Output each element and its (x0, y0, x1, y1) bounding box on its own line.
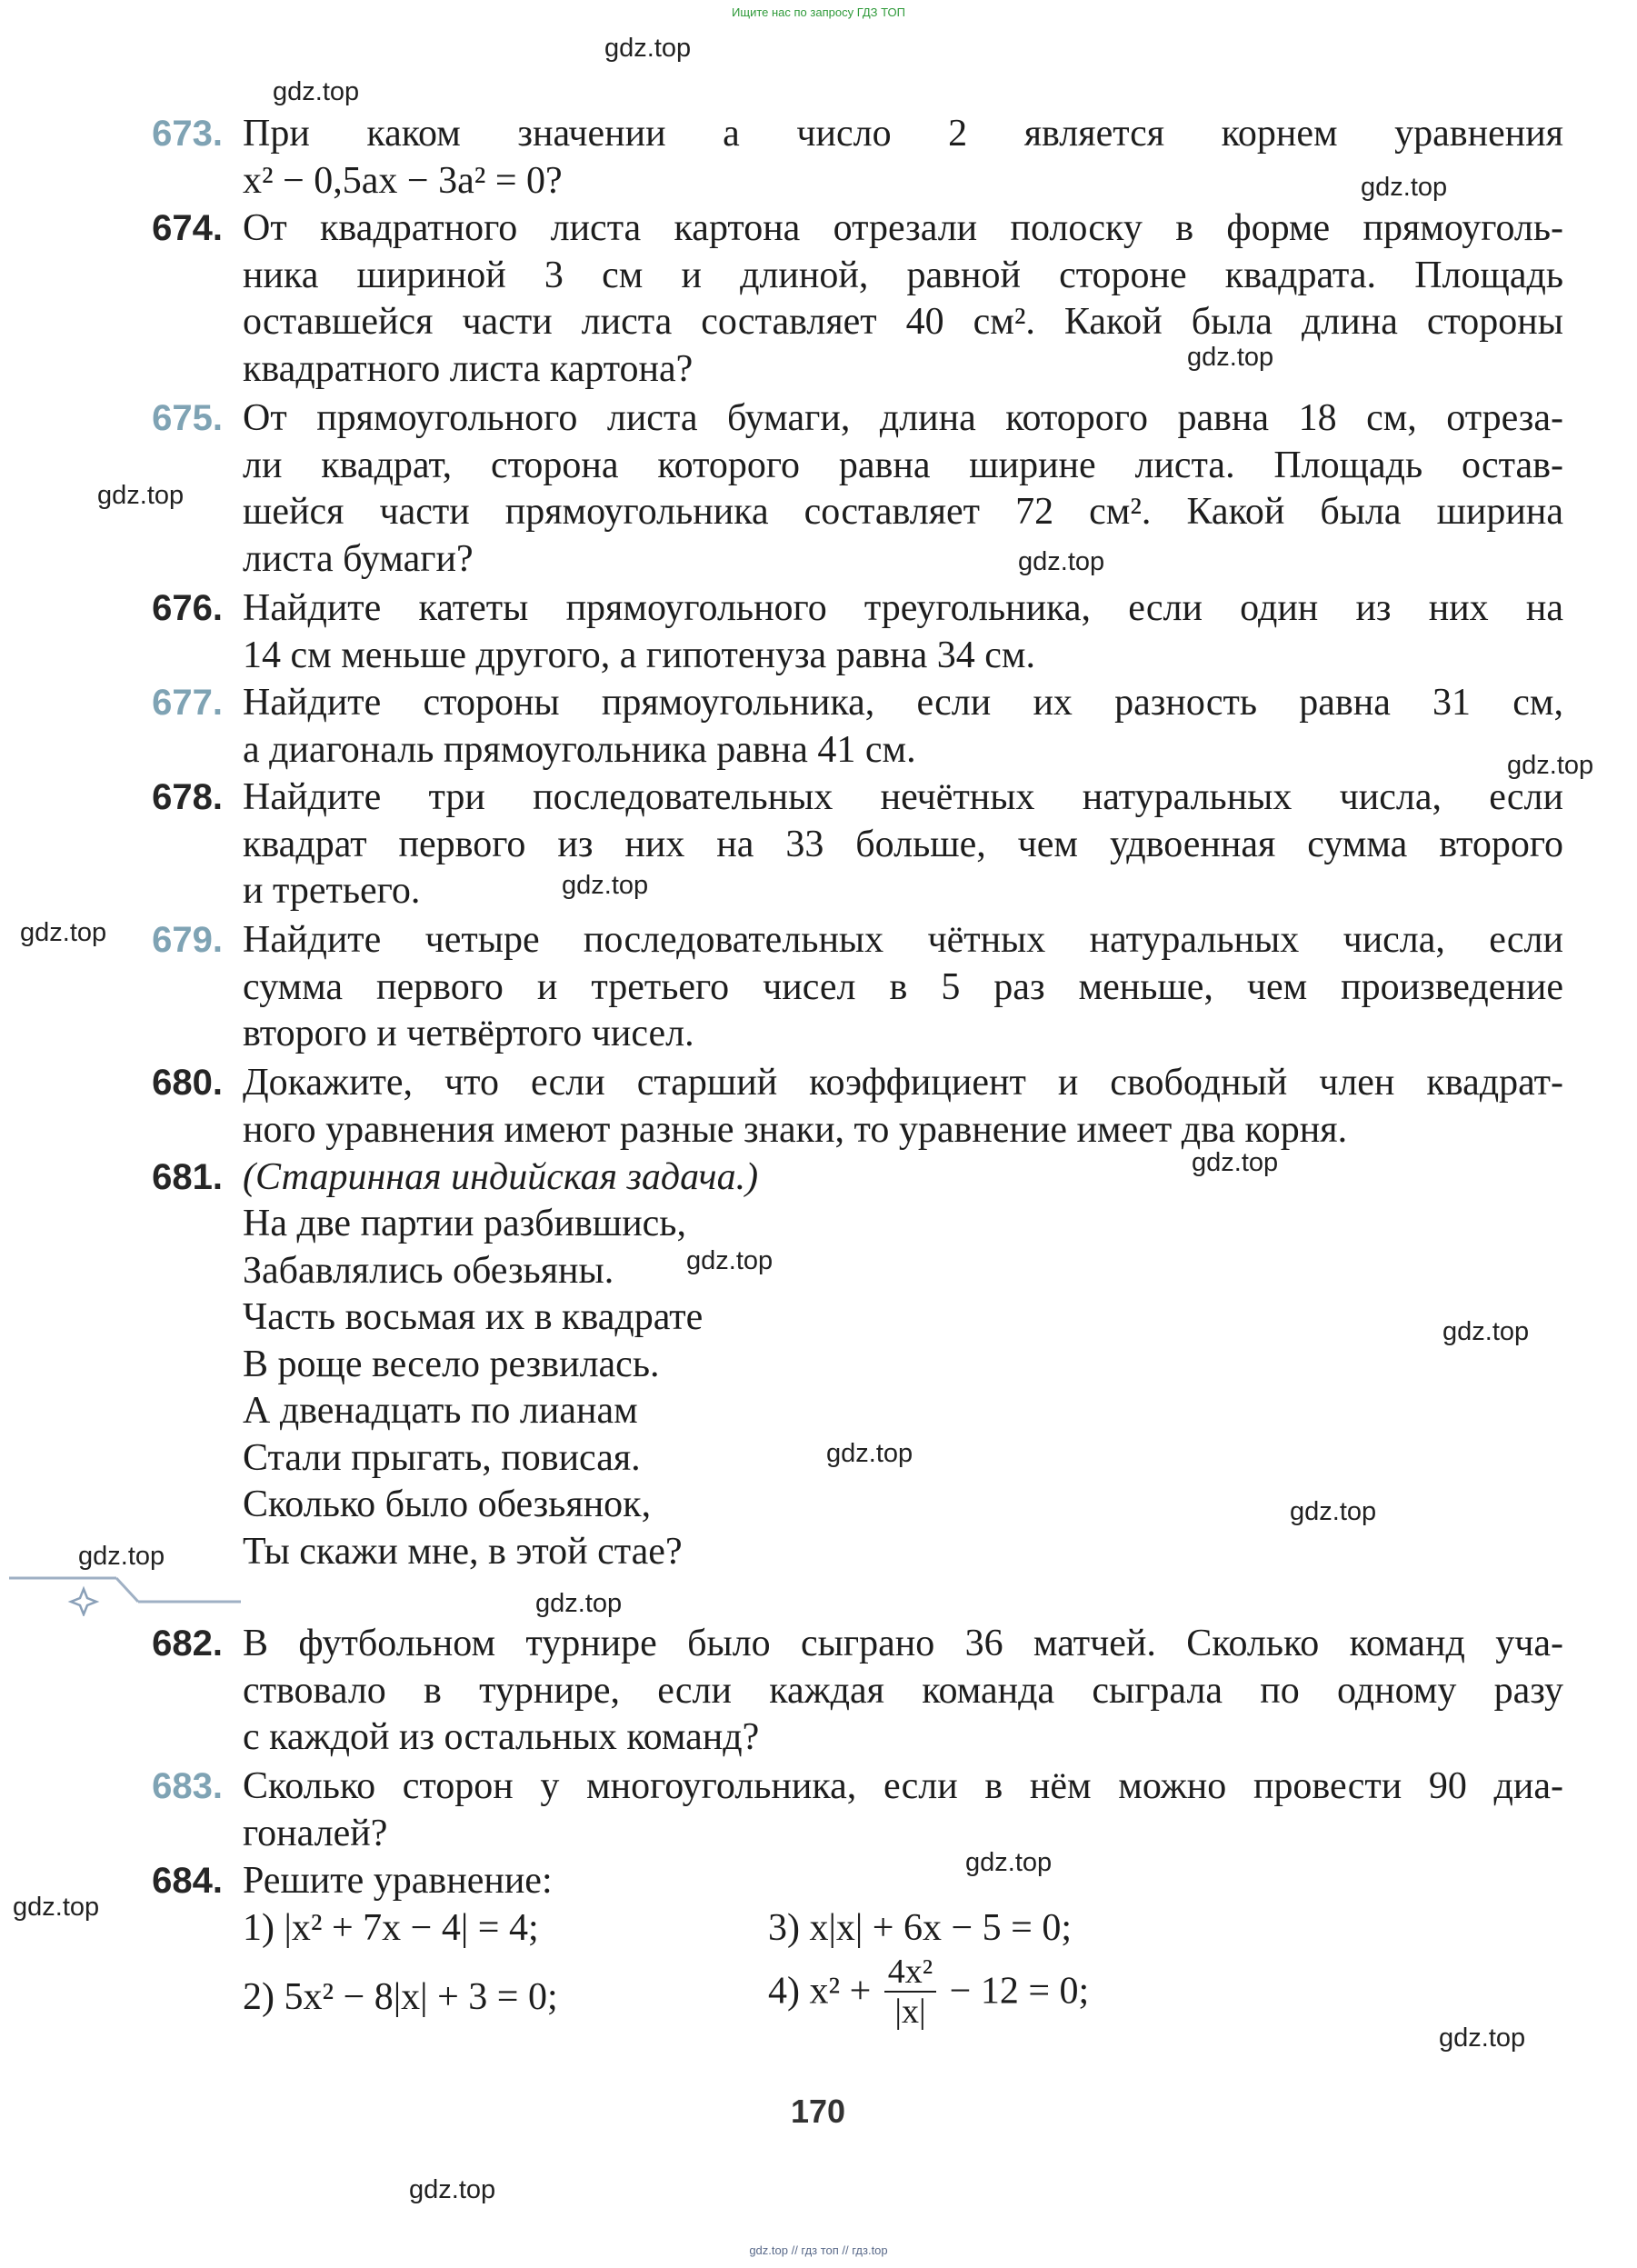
problem-number: 675. (152, 398, 223, 438)
problem-number: 681. (152, 1157, 223, 1197)
text-line: Сколько сторон у многоугольника, если в нём можно провести 90 диа- (243, 1765, 1563, 1807)
text-line: и третьего. (243, 870, 421, 912)
poem-line: Часть восьмая их в квадрате (243, 1296, 704, 1338)
equation-4-lead: 4) x² + (768, 1970, 872, 2013)
problem-text (243, 680, 1563, 774)
text-line: От прямоугольного листа бумаги, длина которого равна 18 см, отреза- (243, 397, 1563, 439)
text-line: В футбольном турнире было сыграно 36 матчей. Сколько команд уча- (243, 1623, 1563, 1664)
text-line: шейся части прямоугольника составляет 72 см². Какой была ширина (243, 491, 1563, 533)
problem-673 (132, 111, 1563, 211)
problem-number: 680. (152, 1063, 223, 1103)
text-line: с каждой из остальных команд? (243, 1716, 760, 1758)
poem-line: Сколько было обезьянок, (243, 1484, 652, 1525)
text-line: От квадратного листа картона отрезали полоску в форме прямоуголь- (243, 207, 1563, 249)
watermark: gdz.top (273, 77, 360, 106)
text-line: квадрат первого из них на 33 больше, чем удвоенная сумма второго (243, 823, 1563, 865)
text-line: второго и четвёртого чисел. (243, 1013, 694, 1054)
text-line: x² − 0,5ax − 3a² = 0? (243, 159, 563, 202)
problem-683 (132, 1763, 1563, 1859)
section-divider-icon (0, 1565, 255, 1616)
fraction-denominator: |x| (894, 1993, 926, 2031)
text-line: Найдите четыре последовательных чётных натуральных числа, если (243, 919, 1563, 961)
watermark: gdz.top (965, 1848, 1053, 1877)
poem (243, 1201, 703, 1575)
problem-number: 673. (152, 114, 223, 154)
text-line: а диагональ прямоугольника равна 41 см. (243, 728, 916, 771)
problem-679 (132, 917, 1563, 1061)
problem-number: 674. (152, 208, 223, 248)
watermark: gdz.top (604, 34, 692, 63)
equation-1: 1) |x² + 7x − 4| = 4; (243, 1907, 539, 1949)
watermark: gdz.top (1290, 1497, 1377, 1526)
watermark: gdz.top (562, 871, 649, 900)
watermark: gdz.top (1018, 547, 1105, 576)
problem-682 (132, 1621, 1563, 1764)
problem-text (243, 585, 1563, 679)
poem-line: А двенадцать по лианам (243, 1390, 638, 1432)
problem-text (243, 395, 1563, 583)
text-line: сумма первого и третьего чисел в 5 раз меньше, чем произведение (243, 965, 1563, 1008)
fraction-numerator: 4x² (884, 1953, 936, 1993)
problem-number: 677. (152, 683, 223, 723)
problem-text (243, 111, 1563, 205)
problem-number: 684. (152, 1861, 223, 1901)
problem-675 (132, 395, 1563, 586)
watermark: gdz.top (97, 481, 185, 510)
watermark: gdz.top (78, 1542, 165, 1571)
problem-text (243, 774, 1563, 915)
text-line: Найдите три последовательных нечётных натуральных числа, если (243, 776, 1563, 818)
footer-link[interactable]: gdz.top // гдз топ // гдз.top (749, 2243, 888, 2257)
watermark: gdz.top (686, 1246, 774, 1275)
problem-676 (132, 585, 1563, 681)
text-line: ли квадрат, сторона которого равна ширине листа. Площадь остав- (243, 444, 1563, 486)
text-line: листа бумаги? (243, 537, 474, 580)
problem-674 (132, 205, 1563, 396)
text-line: 14 см меньше другого, а гипотенуза равна 34 см. (243, 634, 1036, 676)
watermark: gdz.top (535, 1589, 623, 1618)
problem-number: 683. (152, 1766, 223, 1806)
watermark: gdz.top (1361, 173, 1448, 202)
watermark: gdz.top (409, 2175, 496, 2204)
equation-2: 2) 5x² − 8|x| + 3 = 0; (243, 1976, 558, 2018)
watermark: gdz.top (826, 1439, 913, 1468)
text-line: Докажите, что если старший коэффициент и свободный член квадрат- (243, 1062, 1563, 1104)
problem-number: 676. (152, 588, 223, 628)
problem-text (243, 1621, 1563, 1762)
text-line: Найдите стороны прямоугольника, если их разность равна 31 см, (243, 682, 1563, 724)
watermark: gdz.top (1439, 2023, 1526, 2053)
text-line: ствовало в турнире, если каждая команда сыграла по одному разу (243, 1669, 1563, 1712)
poem-line: На две партии разбившись, (243, 1203, 686, 1244)
problem-text (243, 1763, 1563, 1857)
watermark: gdz.top (1442, 1317, 1530, 1346)
page-number: 170 (790, 2093, 846, 2130)
equation-4-tail: − 12 = 0; (949, 1970, 1090, 2013)
watermark: gdz.top (1507, 751, 1594, 780)
equation-3: 3) x|x| + 6x − 5 = 0; (768, 1907, 1073, 1949)
problem-680 (132, 1060, 1563, 1155)
text-line: гоналей? (243, 1812, 388, 1854)
problem-number: 678. (152, 777, 223, 817)
poem-line: Стали прыгать, повисая. (243, 1436, 641, 1479)
problem-title: (Старинная индийская задача.) (243, 1156, 759, 1198)
text-line: ника шириной 3 см и длиной, равной стороне квадрата. Площадь (243, 254, 1563, 296)
poem-line: Ты скажи мне, в этой стае? (243, 1530, 683, 1573)
poem-line: Забавлялись обезьяны. (243, 1249, 614, 1292)
watermark: gdz.top (13, 1893, 100, 1922)
problem-text (243, 917, 1563, 1058)
problem-678 (132, 774, 1563, 918)
text-line: ного уравнения имеют разные знаки, то уравнение имеет два корня. (243, 1108, 1348, 1151)
watermark: gdz.top (1192, 1148, 1279, 1177)
problem-intro: Решите уравнение: (243, 1860, 553, 1902)
text-line: Найдите катеты прямоугольного треугольника, если один из них на (243, 587, 1563, 629)
text-line: квадратного листа картона? (243, 347, 694, 390)
watermark: gdz.top (1187, 343, 1274, 372)
watermark: gdz.top (20, 918, 107, 947)
problem-text (243, 205, 1563, 393)
problem-text (243, 1060, 1563, 1154)
problem-681 (132, 1154, 1563, 1582)
equation-4 (768, 1953, 1089, 2031)
text-line: При каком значении a число 2 является корнем уравнения (243, 113, 1563, 155)
text-line: оставшейся части листа составляет 40 см². Какой была длина стороны (243, 301, 1563, 343)
poem-line: В роще весело резвилась. (243, 1343, 660, 1385)
problem-677 (132, 680, 1563, 775)
problem-number: 679. (152, 920, 223, 960)
fraction (884, 1953, 936, 2031)
header-link[interactable]: Ищите нас по запросу ГДЗ ТОП (732, 5, 905, 19)
problem-number: 682. (152, 1624, 223, 1664)
problem-684 (132, 1858, 1563, 2058)
